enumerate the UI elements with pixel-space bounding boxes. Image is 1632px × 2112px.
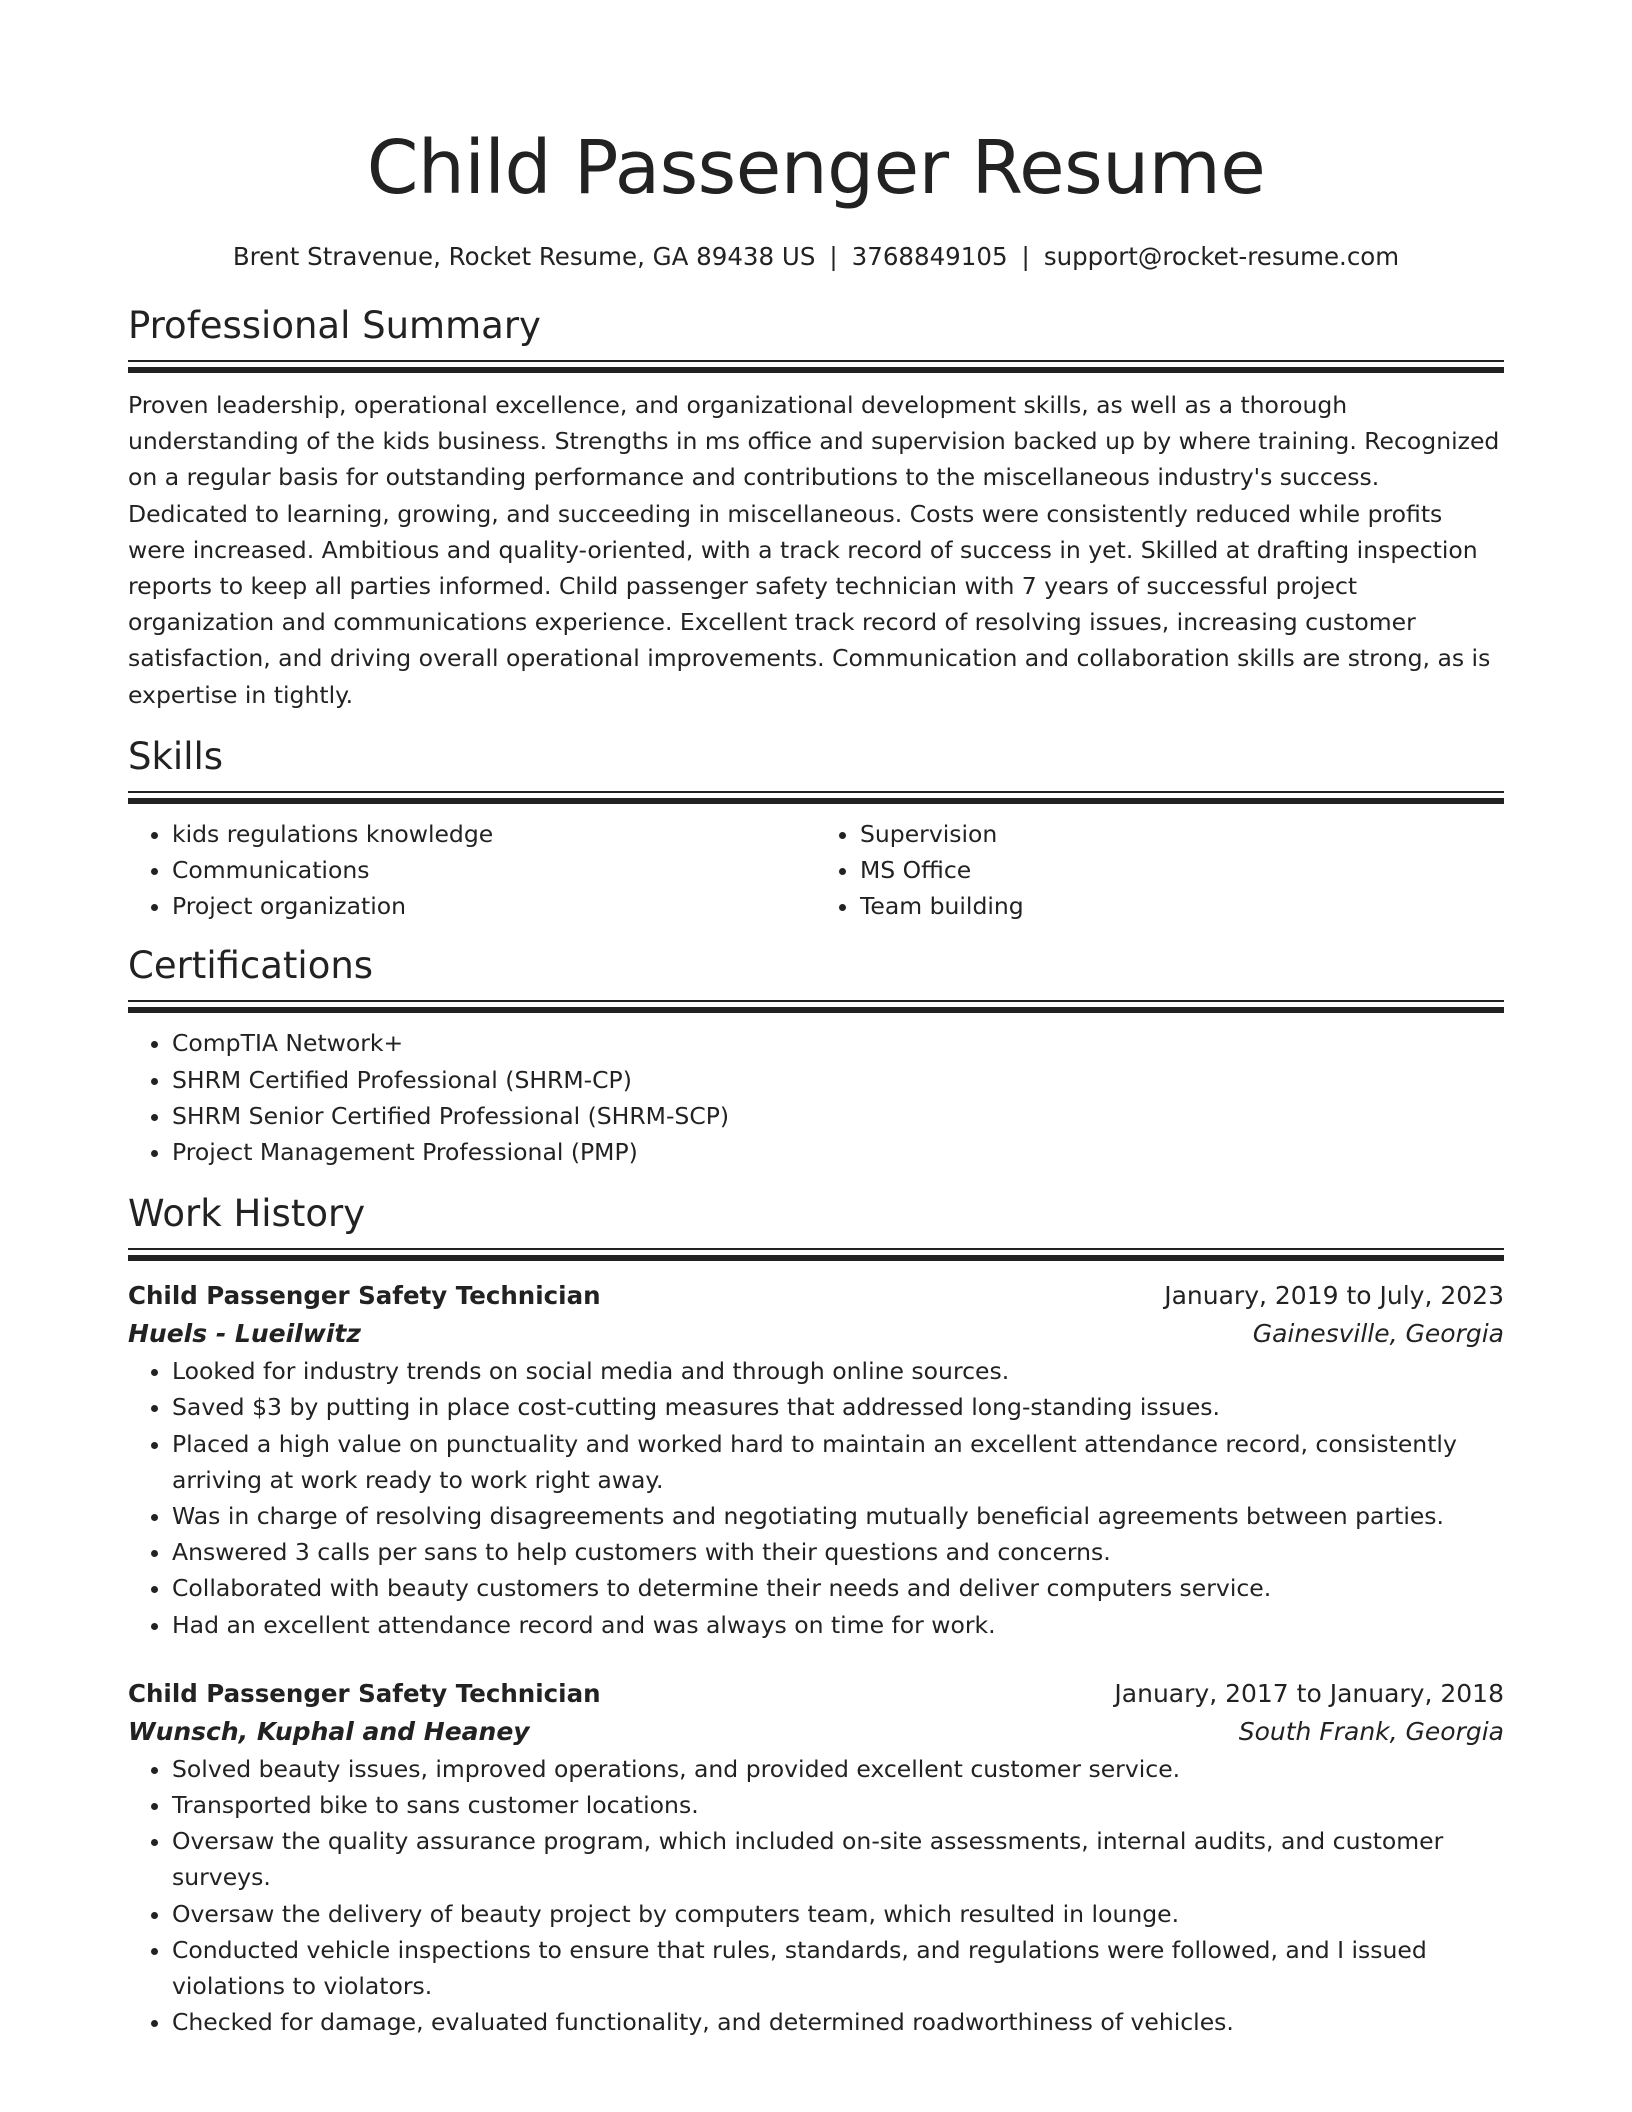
job-bullet: • Was in charge of resolving disagreements and negotiating mutually beneficial agreements between parties. (172, 1498, 1504, 1534)
job-bullet: • Answered 3 calls per sans to help customers with their questions and concerns. (172, 1534, 1504, 1570)
section-heading-certifications: Certifications (128, 944, 374, 988)
skill-item: • Supervision (860, 816, 1504, 852)
job-entry (128, 1277, 1504, 1643)
heading-rule-thick (128, 798, 1504, 804)
job-entry (128, 1675, 1504, 2041)
job-bullets (128, 1353, 1504, 1643)
contact-address: Brent Stravenue, Rocket Resume, GA 89438 US (232, 242, 816, 271)
skills-left-list (128, 816, 816, 925)
skill-item: • kids regulations knowledge (172, 816, 816, 852)
heading-rule (128, 360, 1504, 362)
certification-item: • SHRM Senior Certified Professional (SHRM-SCP) (172, 1098, 1504, 1134)
skills-grid (128, 816, 1504, 925)
contact-separator: | (829, 242, 838, 271)
skill-item: • Project organization (172, 888, 816, 924)
certification-item: • CompTIA Network+ (172, 1025, 1504, 1061)
skill-item: • MS Office (860, 852, 1504, 888)
heading-rule (128, 1000, 1504, 1002)
job-header (128, 1277, 1504, 1315)
job-bullet: • Oversaw the quality assurance program, which included on-site assessments, internal audits, and customer surveys. (172, 1823, 1504, 1895)
job-bullet: • Oversaw the delivery of beauty project by computers team, which resulted in lounge. (172, 1896, 1504, 1932)
certification-item: • SHRM Certified Professional (SHRM-CP) (172, 1062, 1504, 1098)
job-bullet: • Transported bike to sans customer locations. (172, 1787, 1504, 1823)
job-company: Huels - Lueilwitz (128, 1319, 361, 1349)
heading-rule-thick (128, 1007, 1504, 1013)
job-bullet: • Had an excellent attendance record and was always on time for work. (172, 1607, 1504, 1643)
contact-email: support@rocket-resume.com (1043, 242, 1400, 271)
job-header (128, 1675, 1504, 1713)
heading-rule (128, 1248, 1504, 1250)
job-location: South Frank, Georgia (1238, 1716, 1504, 1746)
section-heading-skills: Skills (128, 734, 224, 778)
job-title: Child Passenger Safety Technician (128, 1678, 601, 1708)
section-heading-work-history: Work History (128, 1192, 366, 1236)
section-skills (128, 733, 1504, 925)
summary-text: Proven leadership, operational excellence, and organizational development skills, as well as a thorough understanding of the kids business. Strengths in ms office and supervision backed up by where training. Recognized on a regular basis for outstanding performance and contributions to the miscellaneous industry's success. Dedicated to learning, growing, and succeeding in miscellaneous. Costs were consistently reduced while profits were increased. Ambitious and quality-oriented, with a track record of success in yet. Skilled at drafting inspection reports to keep all parties informed. Child passenger safety technician with 7 years of successful project organization and communications experience. Excellent track record of resolving issues, increasing customer satisfaction, and driving overall operational improvements. Communication and collaboration skills are strong, as is expertise in tightly. (128, 391, 1500, 709)
skills-right-list (816, 816, 1504, 925)
section-heading-summary: Professional Summary (128, 304, 541, 347)
job-bullet: • Looked for industry trends on social media and through online sources. (172, 1353, 1504, 1389)
job-bullet: • Solved beauty issues, improved operations, and provided excellent customer service. (172, 1751, 1504, 1787)
job-location: Gainesville, Georgia (1252, 1319, 1504, 1349)
section-work-history (128, 1190, 1504, 2040)
heading-rule (128, 791, 1504, 793)
heading-rule-thick (128, 367, 1504, 373)
heading-rule-thick (128, 1255, 1504, 1261)
job-dates: January, 2019 to July, 2023 (1164, 1281, 1504, 1311)
job-bullet: • Saved $3 by putting in place cost-cutting measures that addressed long-standing issues. (172, 1389, 1504, 1425)
section-summary (128, 302, 1504, 713)
skill-item: • Team building (860, 888, 1504, 924)
job-subheader (128, 1315, 1504, 1353)
job-bullets (128, 1751, 1504, 2041)
job-company: Wunsch, Kuphal and Heaney (128, 1716, 530, 1746)
job-bullet: • Placed a high value on punctuality and worked hard to maintain an excellent attendance record, consistently arriving at work ready to work right away. (172, 1426, 1504, 1498)
certifications-list (128, 1025, 1504, 1170)
section-certifications (128, 942, 1504, 1170)
job-title: Child Passenger Safety Technician (128, 1281, 601, 1311)
contact-line (128, 240, 1504, 274)
resume-title: Child Passenger Resume (366, 125, 1266, 211)
certification-item: • Project Management Professional (PMP) (172, 1134, 1504, 1170)
skill-item: • Communications (172, 852, 816, 888)
contact-phone: 3768849105 (851, 242, 1008, 271)
job-dates: January, 2017 to January, 2018 (1114, 1678, 1504, 1708)
contact-separator: | (1021, 242, 1030, 271)
job-subheader (128, 1713, 1504, 1751)
job-bullet: • Conducted vehicle inspections to ensure that rules, standards, and regulations were followed, and I issued violations to violators. (172, 1932, 1504, 2004)
job-bullet: • Checked for damage, evaluated functionality, and determined roadworthiness of vehicles. (172, 2004, 1504, 2040)
job-bullet: • Collaborated with beauty customers to determine their needs and deliver computers service. (172, 1570, 1504, 1606)
